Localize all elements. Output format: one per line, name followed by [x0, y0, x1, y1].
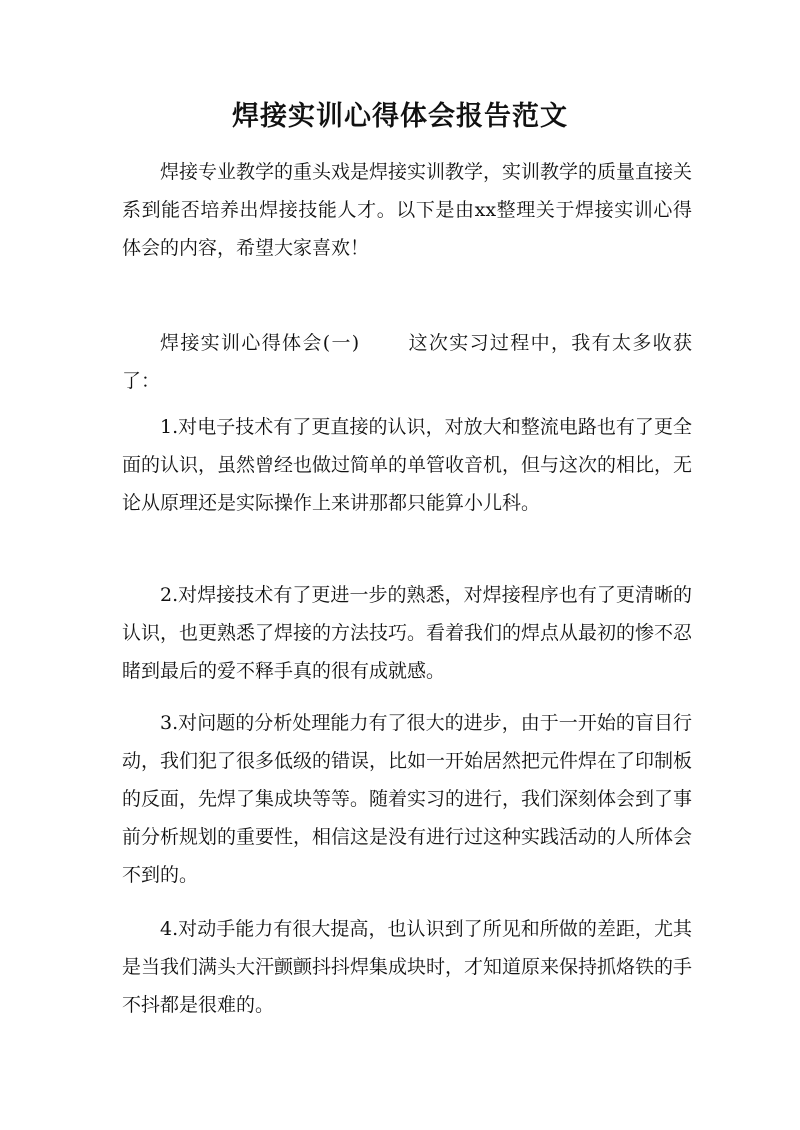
list-item-4-block — [122, 910, 692, 1024]
section-heading: 焊接实训心得体会(一) — [160, 332, 360, 354]
intro-block — [122, 153, 692, 267]
list-item: 4.对动手能力有很大提高，也认识到了所见和所做的差距，尤其是当我们满头大汗颤颤抖抖焊集成块时，才知道原来保持抓烙铁的手不抖都是很难的。 — [122, 918, 693, 1016]
list-item: 1.对电子技术有了更直接的认识，对放大和整流电路也有了更全面的认识，虽然曾经也做过简单的单管收音机，但与这次的相比，无论从原理还是实际操作上来讲那都只能算小儿科。 — [122, 416, 693, 514]
list-item-3-block — [122, 704, 692, 894]
list-item-1-block — [122, 408, 692, 522]
intro-paragraph: 焊接专业教学的重头戏是焊接实训教学，实训教学的质量直接关系到能否培养出焊接技能人才。以下是由xx整理关于焊接实训心得体会的内容，希望大家喜欢！ — [122, 161, 693, 259]
section-lead: 这次实习过程中，我有太多收获了： — [122, 332, 692, 392]
section-block — [122, 324, 692, 400]
section-paragraph — [122, 324, 692, 400]
list-item: 3.对问题的分析处理能力有了很大的进步，由于一开始的盲目行动，我们犯了很多低级的错误，比如一开始居然把元件焊在了印制板的反面，先焊了集成块等等。随着实习的进行，我们深刻体会到了事前分析规划的重要性，相信这是没有进行过这种实践活动的人所体会不到的。 — [122, 712, 693, 886]
document-title: 焊接实训心得体会报告范文 — [232, 101, 568, 132]
list-item-2-block — [122, 576, 692, 690]
list-item: 2.对焊接技术有了更进一步的熟悉，对焊接程序也有了更清晰的认识，也更熟悉了焊接的方法技巧。看着我们的焊点从最初的惨不忍睹到最后的爱不释手真的很有成就感。 — [122, 584, 693, 682]
